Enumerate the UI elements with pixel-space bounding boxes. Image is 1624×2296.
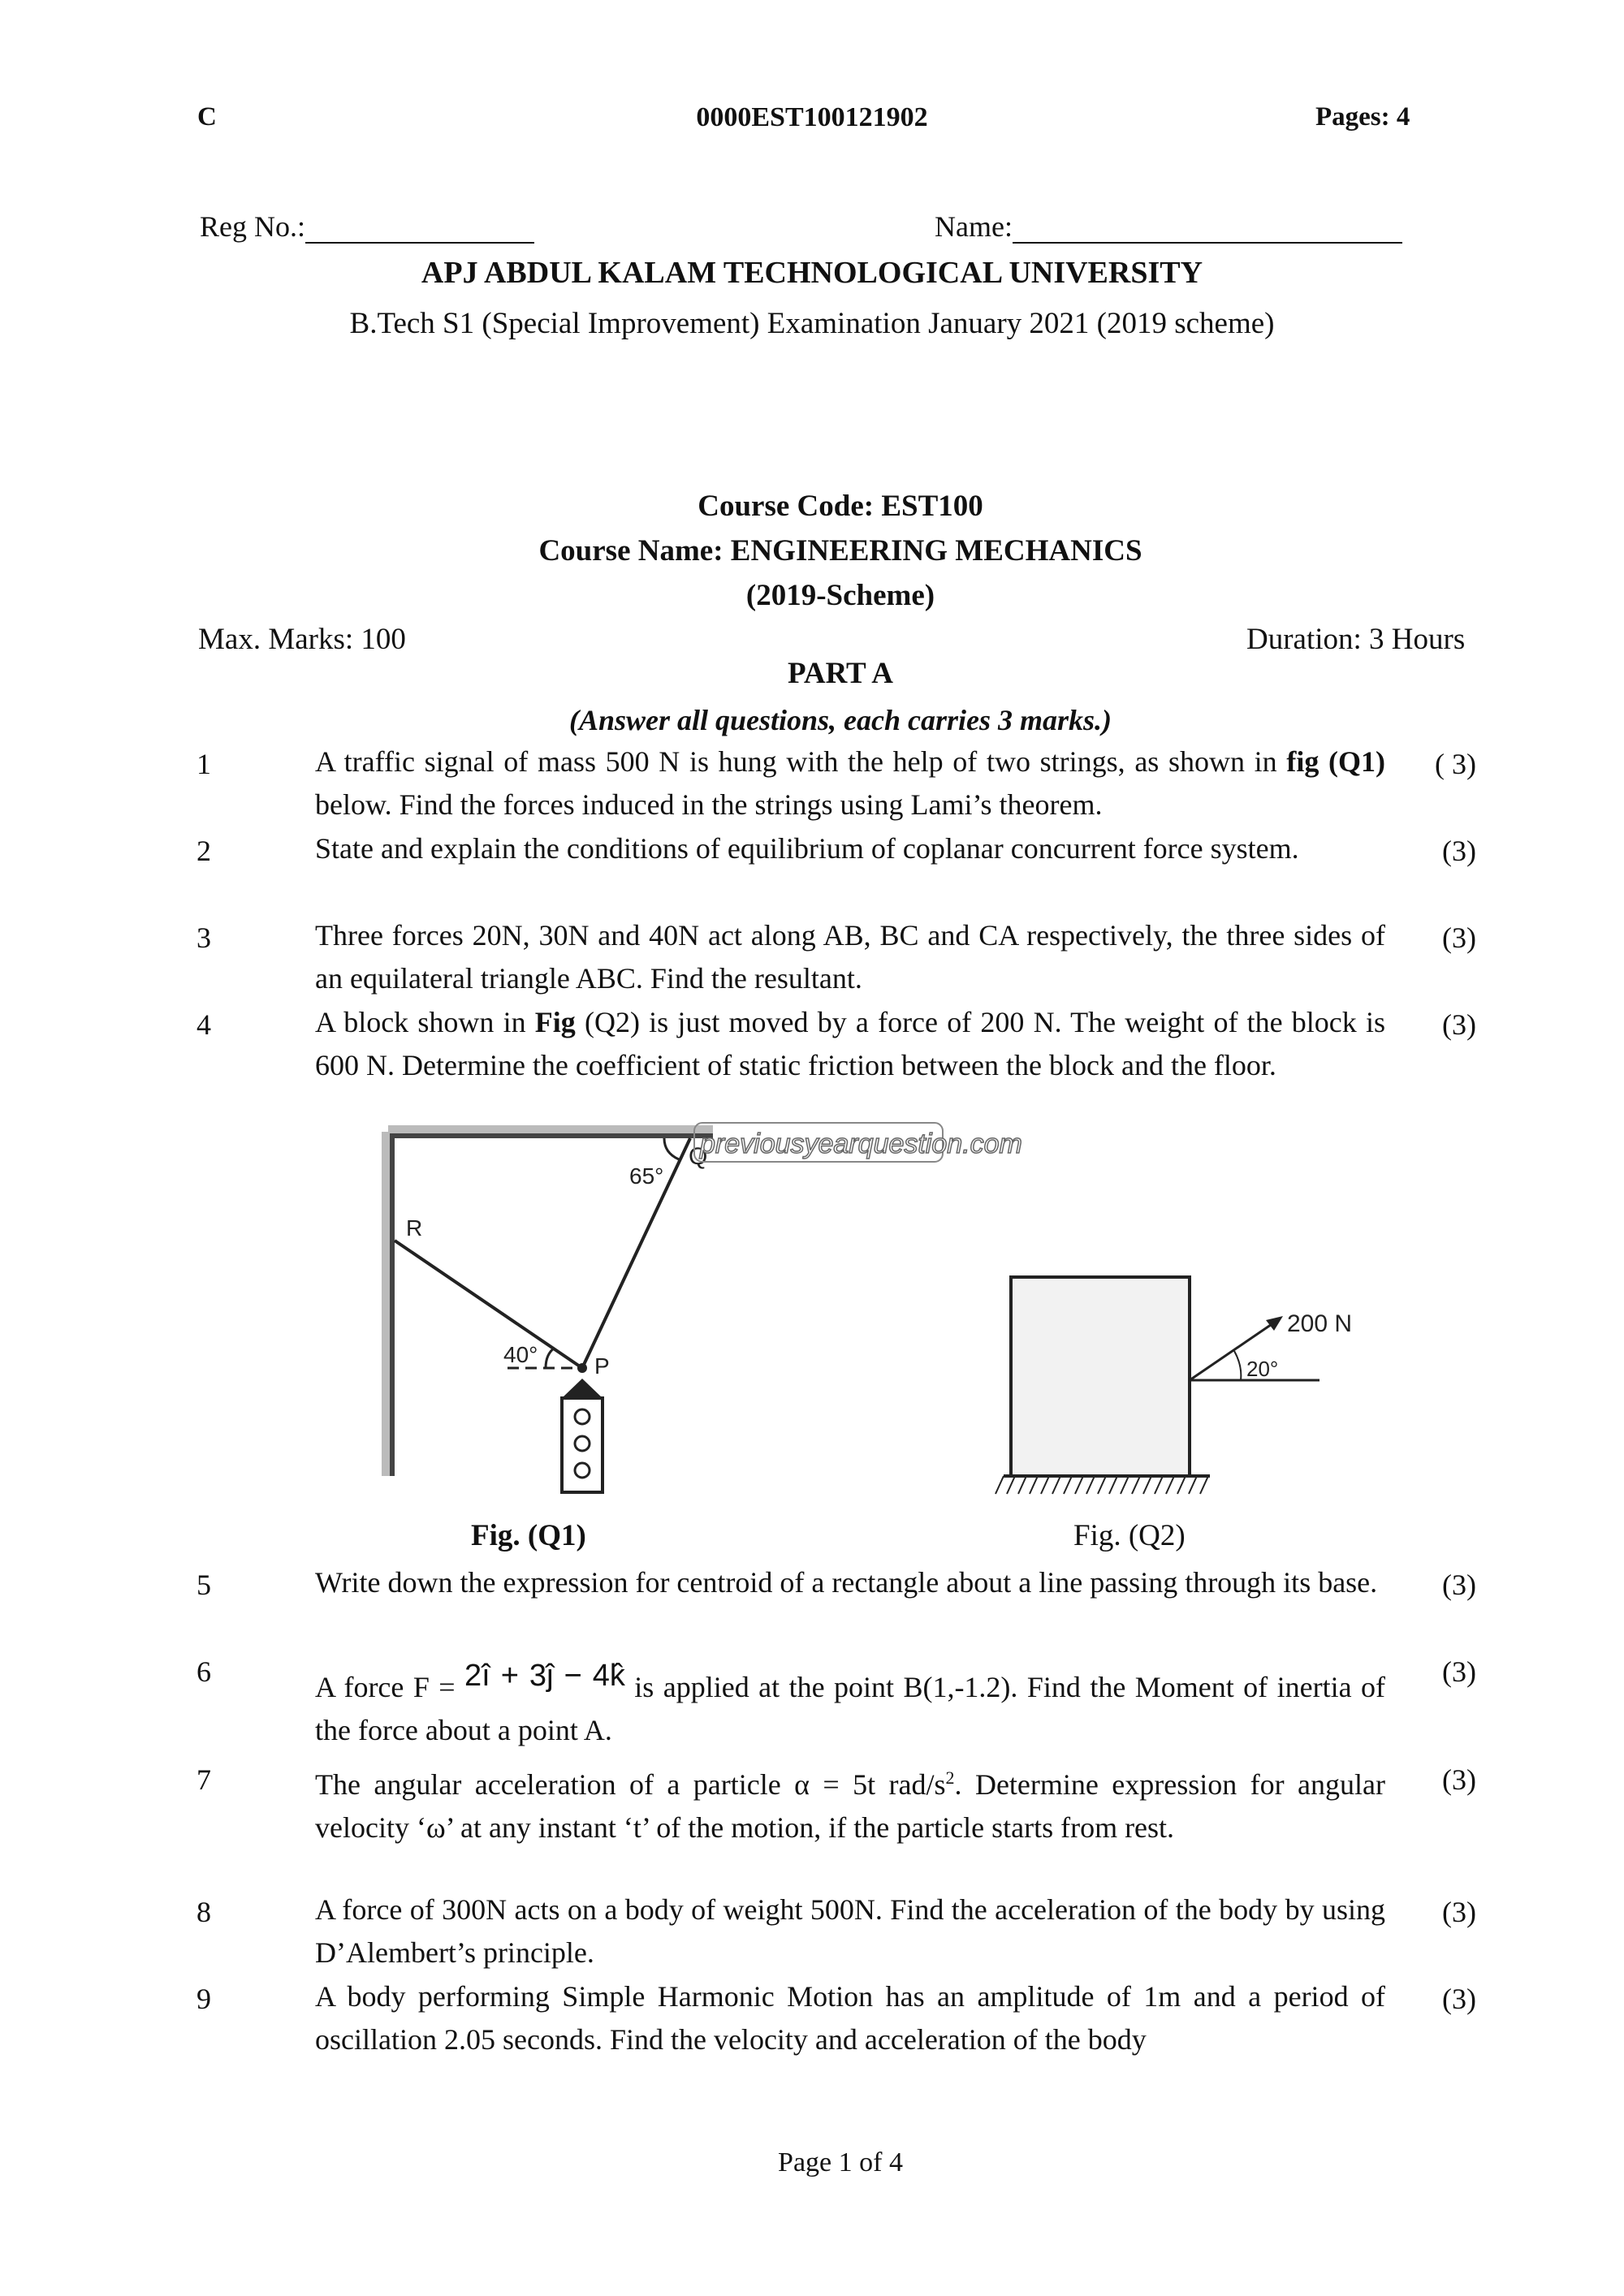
question-marks: (3) [1442, 1896, 1476, 1928]
question-text: State and explain the conditions of equilibrium of coplanar concurrent force system. [315, 832, 1299, 865]
point-q-label: Q [689, 1143, 708, 1170]
name-label: Name: [935, 210, 1013, 243]
question-marks: (3) [1442, 1569, 1476, 1601]
question-number: 8 [197, 1896, 211, 1928]
university-title: APJ ABDUL KALAM TECHNOLOGICAL UNIVERSITY [421, 256, 1203, 290]
q6-text-b: is applied at the point B(1,-1.2). Find the Moment of inertia of the force about a point A. [315, 1671, 1385, 1746]
exam-title: B.Tech S1 (Special Improvement) Examination January 2021 (2019 scheme) [349, 307, 1275, 340]
paper-code: 0000EST100121902 [696, 102, 928, 132]
q1-fig-ref: fig (Q1) [1286, 745, 1386, 778]
floor-hatching [996, 1476, 1208, 1494]
q7-text-b: . Determine expression for angular velocity ‘ω’ at any instant ‘t’ of the motion, if the particle starts from rest. [315, 1768, 1385, 1844]
angle-arc-40 [546, 1348, 555, 1368]
question-number: 2 [197, 835, 211, 867]
signal-light [575, 1409, 590, 1424]
page-count: Pages: 4 [1315, 102, 1410, 132]
question-number: 4 [197, 1008, 211, 1041]
figure-q2 [996, 1277, 1352, 1494]
signal-light [575, 1463, 590, 1478]
course-scheme: (2019-Scheme) [745, 579, 935, 612]
q7-text-a: The angular acceleration of a particle α = 5t rad/s [315, 1768, 946, 1801]
signal-light [575, 1436, 590, 1451]
question-marks: ( 3) [1435, 748, 1476, 780]
signal-hook [562, 1379, 603, 1398]
force-arrowhead [1266, 1316, 1283, 1331]
angle-65-label: 65° [629, 1163, 664, 1189]
question-number: 3 [197, 921, 211, 954]
page-footer: Page 1 of 4 [778, 2147, 903, 2177]
question-text: Three forces 20N, 30N and 40N act along AB, BC and CA respectively, the three sides of an equilateral triangle ABC. Find the resultant. [315, 919, 1385, 995]
question-number: 5 [197, 1569, 211, 1601]
force-vector: 2î + 3ĵ − 4k̂ [464, 1659, 625, 1693]
question-text [315, 1659, 1385, 1752]
q4-text-a: A block shown in [315, 1006, 535, 1038]
angle-arc-65 [664, 1138, 679, 1159]
fig-q2-caption: Fig. (Q2) [1073, 1519, 1186, 1552]
q4-fig-ref: Fig [534, 1006, 576, 1038]
angle-40-label: 40° [503, 1342, 538, 1367]
question-marks: (3) [1442, 1983, 1476, 2015]
angle-20-label: 20° [1246, 1357, 1279, 1381]
question-marks: (3) [1442, 1763, 1476, 1796]
force-label: 200 N [1287, 1310, 1353, 1337]
question-text: Write down the expression for centroid of a rectangle about a line passing through its base. [315, 1566, 1378, 1599]
question-marks: (3) [1442, 921, 1476, 954]
point-p-label: P [594, 1353, 610, 1379]
paper-version: C [197, 102, 217, 132]
wall-hatch [382, 1132, 390, 1476]
ceiling-hatch [388, 1125, 713, 1133]
question-text [315, 1756, 1385, 1849]
q4-text-b: (Q2) is just moved by a force of 200 N. The weight of the block is 600 N. Determine the coefficient of static friction between the block and the floor. [315, 1006, 1385, 1081]
question-marks: (3) [1442, 835, 1476, 867]
question-text: A body performing Simple Harmonic Motion has an amplitude of 1m and a period of oscillation 2.05 seconds. Find the velocity and acceleration of the body [315, 1980, 1385, 2056]
part-instruction: (Answer all questions, each carries 3 marks.) [568, 704, 1112, 736]
course-code: Course Code: EST100 [698, 490, 983, 523]
q1-text-a: A traffic signal of mass 500 N is hung with the help of two strings, as shown in [315, 745, 1287, 778]
question-number: 1 [197, 748, 211, 780]
fig-q1-caption: Fig. (Q1) [471, 1519, 586, 1552]
q1-text-b: below. Find the forces induced in the strings using Lami’s theorem. [315, 788, 1103, 821]
question-number: 9 [197, 1983, 211, 2015]
q6-text-a: A force F = [315, 1671, 465, 1703]
angle-arc-20 [1234, 1351, 1241, 1380]
duration: Duration: 3 Hours [1246, 623, 1466, 656]
reg-no-label: Reg No.: [200, 210, 305, 243]
course-name: Course Name: ENGINEERING MECHANICS [538, 534, 1142, 568]
block [1011, 1277, 1190, 1476]
point-p-dot [577, 1363, 587, 1373]
question-marks: (3) [1442, 1655, 1476, 1688]
figure-q1 [382, 1125, 713, 1492]
part-title: PART A [788, 657, 893, 690]
question-text: A force of 300N acts on a body of weight 500N. Find the acceleration of the body by using D’Alembert’s principle. [315, 1893, 1385, 1969]
point-r-label: R [406, 1215, 423, 1241]
question-number: 7 [197, 1763, 211, 1796]
question-marks: (3) [1442, 1008, 1476, 1041]
watermark-text: previousyearquestion.com [700, 1129, 1022, 1159]
q7-superscript: 2 [945, 1767, 955, 1788]
max-marks: Max. Marks: 100 [198, 623, 406, 656]
watermark [694, 1123, 1022, 1162]
question-number: 6 [197, 1655, 211, 1688]
